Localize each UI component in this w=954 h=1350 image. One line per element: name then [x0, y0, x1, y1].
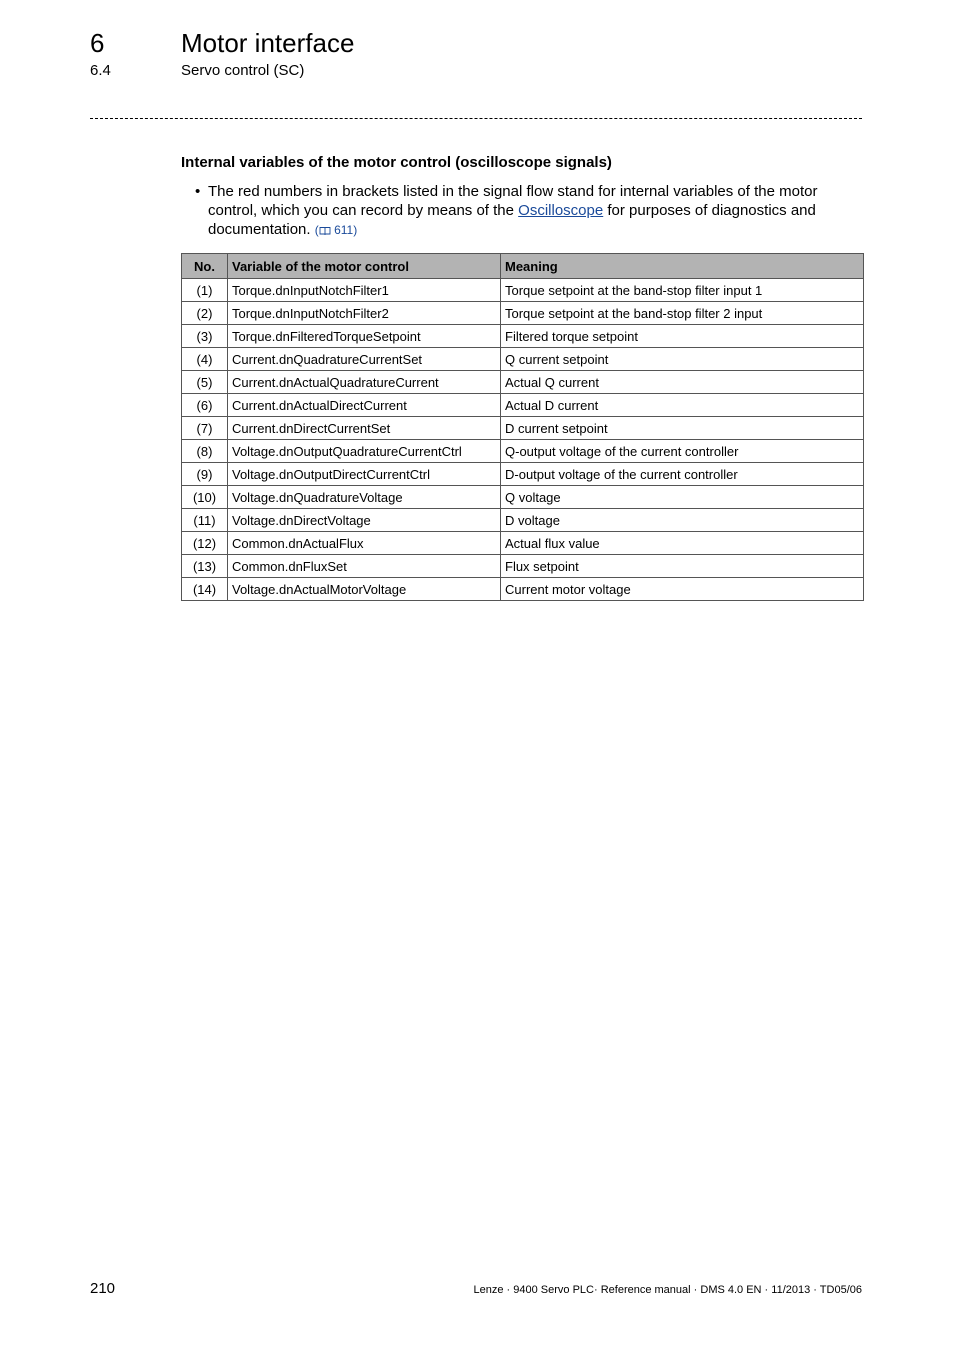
cell-no: (9): [182, 463, 228, 486]
cell-variable: Voltage.dnActualMotorVoltage: [228, 578, 501, 601]
section-title: Servo control (SC): [181, 62, 305, 79]
bullet-item: [195, 182, 860, 240]
table-row: [182, 279, 864, 302]
cell-meaning: D current setpoint: [501, 417, 864, 440]
cell-variable: Common.dnFluxSet: [228, 555, 501, 578]
cell-meaning: Torque setpoint at the band-stop filter input 1: [501, 279, 864, 302]
table-row: [182, 578, 864, 601]
table-row: [182, 394, 864, 417]
document-info: Lenze · 9400 Servo PLC· Reference manual · DMS 4.0 EN · 11/2013 · TD05/06: [473, 1284, 862, 1296]
section-number: 6.4: [90, 62, 111, 79]
bullet-marker: •: [195, 183, 201, 200]
cell-meaning: D-output voltage of the current controller: [501, 463, 864, 486]
cell-meaning: D voltage: [501, 509, 864, 532]
cell-no: (4): [182, 348, 228, 371]
cell-meaning: Current motor voltage: [501, 578, 864, 601]
cell-no: (1): [182, 279, 228, 302]
cell-meaning: Q current setpoint: [501, 348, 864, 371]
cell-variable: Torque.dnInputNotchFilter1: [228, 279, 501, 302]
cell-no: (7): [182, 417, 228, 440]
cell-no: (5): [182, 371, 228, 394]
table-row: [182, 509, 864, 532]
header-no: No.: [182, 254, 228, 279]
cell-variable: Current.dnQuadratureCurrentSet: [228, 348, 501, 371]
cell-no: (11): [182, 509, 228, 532]
cell-variable: Torque.dnInputNotchFilter2: [228, 302, 501, 325]
table-row: [182, 417, 864, 440]
cell-variable: Current.dnActualDirectCurrent: [228, 394, 501, 417]
cell-meaning: Actual flux value: [501, 532, 864, 555]
cell-no: (14): [182, 578, 228, 601]
cell-no: (12): [182, 532, 228, 555]
cell-no: (10): [182, 486, 228, 509]
table-row: [182, 463, 864, 486]
cell-meaning: Filtered torque setpoint: [501, 325, 864, 348]
table-row: [182, 486, 864, 509]
cell-meaning: Actual D current: [501, 394, 864, 417]
bullet-text-before: The red numbers in brackets listed in the signal flow stand for internal variables of the motor control, which you can record by means of the: [208, 183, 818, 219]
table-row: [182, 348, 864, 371]
cell-variable: Voltage.dnDirectVoltage: [228, 509, 501, 532]
table-row: [182, 555, 864, 578]
cell-meaning: Actual Q current: [501, 371, 864, 394]
motor-control-variables-table: [181, 253, 864, 601]
header-meaning: Meaning: [501, 254, 864, 279]
table-header-row: [182, 254, 864, 279]
chapter-number: 6: [90, 28, 105, 58]
content-heading: Internal variables of the motor control (oscilloscope signals): [181, 154, 612, 171]
header-variable: Variable of the motor control: [228, 254, 501, 279]
cell-variable: Current.dnDirectCurrentSet: [228, 417, 501, 440]
table-row: [182, 440, 864, 463]
reference-page: 611): [330, 223, 358, 237]
cell-meaning: Q-output voltage of the current controller: [501, 440, 864, 463]
cell-variable: Torque.dnFilteredTorqueSetpoint: [228, 325, 501, 348]
cell-no: (3): [182, 325, 228, 348]
table-row: [182, 371, 864, 394]
chapter-title: Motor interface: [181, 28, 355, 58]
bullet-text-after: for purposes of diagnostics and documentation.: [208, 202, 816, 238]
cell-variable: Voltage.dnOutputQuadratureCurrentCtrl: [228, 440, 501, 463]
cell-variable: Common.dnActualFlux: [228, 532, 501, 555]
header-divider: [90, 118, 862, 119]
reference-open: (: [314, 223, 319, 237]
cell-no: (13): [182, 555, 228, 578]
oscilloscope-link[interactable]: Oscilloscope: [518, 202, 604, 219]
cell-no: (6): [182, 394, 228, 417]
cell-variable: Current.dnActualQuadratureCurrent: [228, 371, 501, 394]
cell-meaning: Q voltage: [501, 486, 864, 509]
book-icon: [319, 226, 331, 235]
cell-meaning: Flux setpoint: [501, 555, 864, 578]
cell-meaning: Torque setpoint at the band-stop filter 2 input: [501, 302, 864, 325]
bullet-text: [208, 182, 860, 240]
page-number: 210: [90, 1280, 116, 1297]
table-row: [182, 532, 864, 555]
cell-no: (8): [182, 440, 228, 463]
table-row: [182, 302, 864, 325]
cell-no: (2): [182, 302, 228, 325]
cell-variable: Voltage.dnQuadratureVoltage: [228, 486, 501, 509]
cell-variable: Voltage.dnOutputDirectCurrentCtrl: [228, 463, 501, 486]
page-reference-link[interactable]: [315, 223, 357, 237]
table-row: [182, 325, 864, 348]
